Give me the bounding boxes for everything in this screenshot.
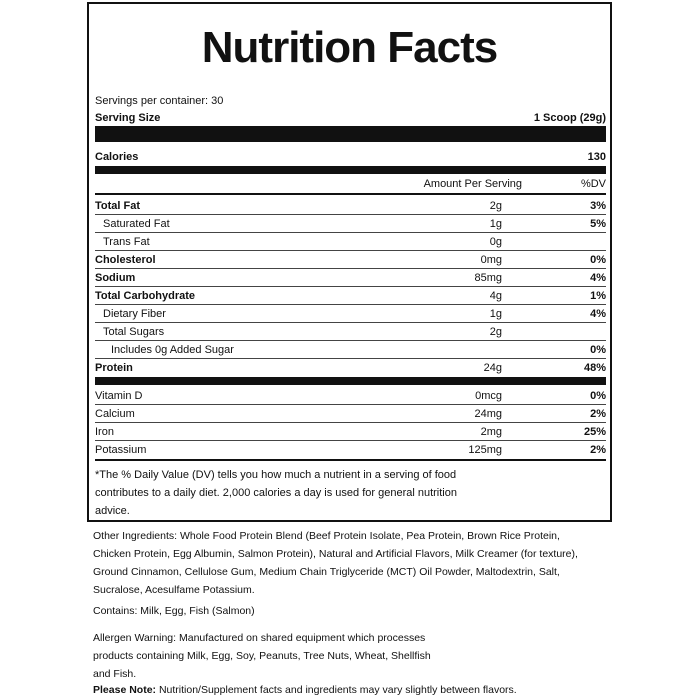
vitamin-amount: 125mg	[468, 444, 502, 456]
vitamin-dv: 2%	[590, 444, 606, 456]
calories-value: 130	[587, 151, 606, 163]
protein-divider	[95, 377, 606, 385]
serving-size-label: Serving Size	[95, 112, 161, 124]
nutrient-amount: 2g	[489, 326, 502, 338]
row-rule	[95, 268, 606, 269]
row-rule	[95, 404, 606, 405]
nutrient-name: Total Carbohydrate	[95, 290, 196, 302]
nutrient-amount: 0g	[489, 236, 502, 248]
row-rule	[95, 340, 606, 341]
allergen-warning	[93, 629, 613, 683]
ingredients-line: Ground Cinnamon, Cellulose Gum, Medium Chain Triglyceride (MCT) Oil Powder, Maltodextrin, Salt,	[93, 566, 560, 578]
vitamin-name: Vitamin D	[95, 390, 143, 402]
vitamin-amount: 24mg	[474, 408, 502, 420]
row-rule	[95, 250, 606, 251]
vitamin-dv: 0%	[590, 390, 606, 402]
nutrient-amount: 0mg	[480, 254, 502, 266]
row-rule	[95, 214, 606, 215]
nutrient-amount: 1g	[489, 308, 502, 320]
nutrient-name: Cholesterol	[95, 254, 156, 266]
ingredients-line: Other Ingredients: Whole Food Protein Blend (Beef Protein Isolate, Pea Protein, Brown Rice Protein,	[93, 530, 560, 542]
vitamin-dv: 25%	[583, 426, 606, 438]
allergen-line: and Fish.	[93, 668, 137, 680]
nutrient-amount: 2g	[489, 200, 502, 212]
contains-statement: Contains: Milk, Egg, Fish (Salmon)	[93, 605, 255, 617]
nutrient-name: Saturated Fat	[103, 218, 170, 230]
nutrient-dv: 0%	[590, 344, 606, 356]
ingredients-line: Chicken Protein, Egg Albumin, Salmon Protein), Natural and Artificial Flavors, Milk Creamer (for texture),	[93, 548, 578, 560]
allergen-line: products containing Milk, Egg, Soy, Peanuts, Tree Nuts, Wheat, Shellfish	[93, 650, 431, 662]
vitamin-amount: 0mcg	[475, 390, 502, 402]
serving-size-value: 1 Scoop (29g)	[533, 112, 606, 124]
footnote	[95, 466, 600, 520]
vitamin-name: Calcium	[95, 408, 135, 420]
footnote-line: contributes to a daily diet. 2,000 calories a day is used for general nutrition	[95, 487, 457, 499]
vitamin-name: Potassium	[95, 444, 147, 456]
nutrient-name: Total Fat	[95, 200, 141, 212]
nutrient-name: Includes 0g Added Sugar	[111, 344, 234, 356]
vitamin-name: Iron	[95, 426, 114, 438]
nutrient-dv: 1%	[590, 290, 606, 302]
nutrient-amount: 1g	[489, 218, 502, 230]
medium-divider	[95, 166, 606, 174]
nutrient-dv: 48%	[583, 362, 606, 374]
row-rule	[95, 286, 606, 287]
ingredients-line: Sucralose, Acesulfame Potassium.	[93, 584, 255, 596]
nutrient-dv: 4%	[590, 272, 606, 284]
nutrient-dv: 5%	[590, 218, 606, 230]
nutrient-dv: 3%	[590, 200, 606, 212]
please-note	[93, 681, 613, 699]
nutrition-facts-panel	[87, 2, 612, 522]
page-title: Nutrition Facts	[201, 23, 498, 72]
row-rule	[95, 232, 606, 233]
calories-label: Calories	[95, 151, 139, 163]
allergen-line: Allergen Warning: Manufactured on shared equipment which processes	[93, 632, 426, 644]
row-rule	[95, 440, 606, 441]
vitamin-dv: 2%	[590, 408, 606, 420]
nutrient-amount: 4g	[489, 290, 502, 302]
other-ingredients	[93, 527, 613, 599]
nutrient-amount: 24g	[483, 362, 502, 374]
servings-per-container-text: Servings per container: 30	[95, 95, 224, 107]
header-divider	[95, 193, 606, 195]
please-note-text: Please Note: Nutrition/Supplement facts and ingredients may vary slightly between flavors.	[93, 684, 517, 696]
nutrient-name: Sodium	[95, 272, 136, 284]
dv-header: %DV	[580, 178, 606, 190]
nutrient-amount: 85mg	[474, 272, 502, 284]
row-rule	[95, 422, 606, 423]
row-rule	[95, 322, 606, 323]
footnote-divider	[95, 459, 606, 461]
nutrient-name: Total Sugars	[103, 326, 165, 338]
nutrient-name: Dietary Fiber	[103, 308, 166, 320]
footnote-line: advice.	[95, 505, 130, 517]
amount-header: Amount Per Serving	[423, 178, 522, 190]
vitamin-amount: 2mg	[480, 426, 502, 438]
row-rule	[95, 304, 606, 305]
nutrient-dv: 0%	[590, 254, 606, 266]
nutrient-name: Protein	[95, 362, 133, 374]
thick-divider	[95, 126, 606, 142]
nutrient-name: Trans Fat	[103, 236, 150, 248]
footnote-line: *The % Daily Value (DV) tells you how much a nutrient in a serving of food	[95, 469, 457, 481]
nutrient-dv: 4%	[590, 308, 606, 320]
row-rule	[95, 358, 606, 359]
